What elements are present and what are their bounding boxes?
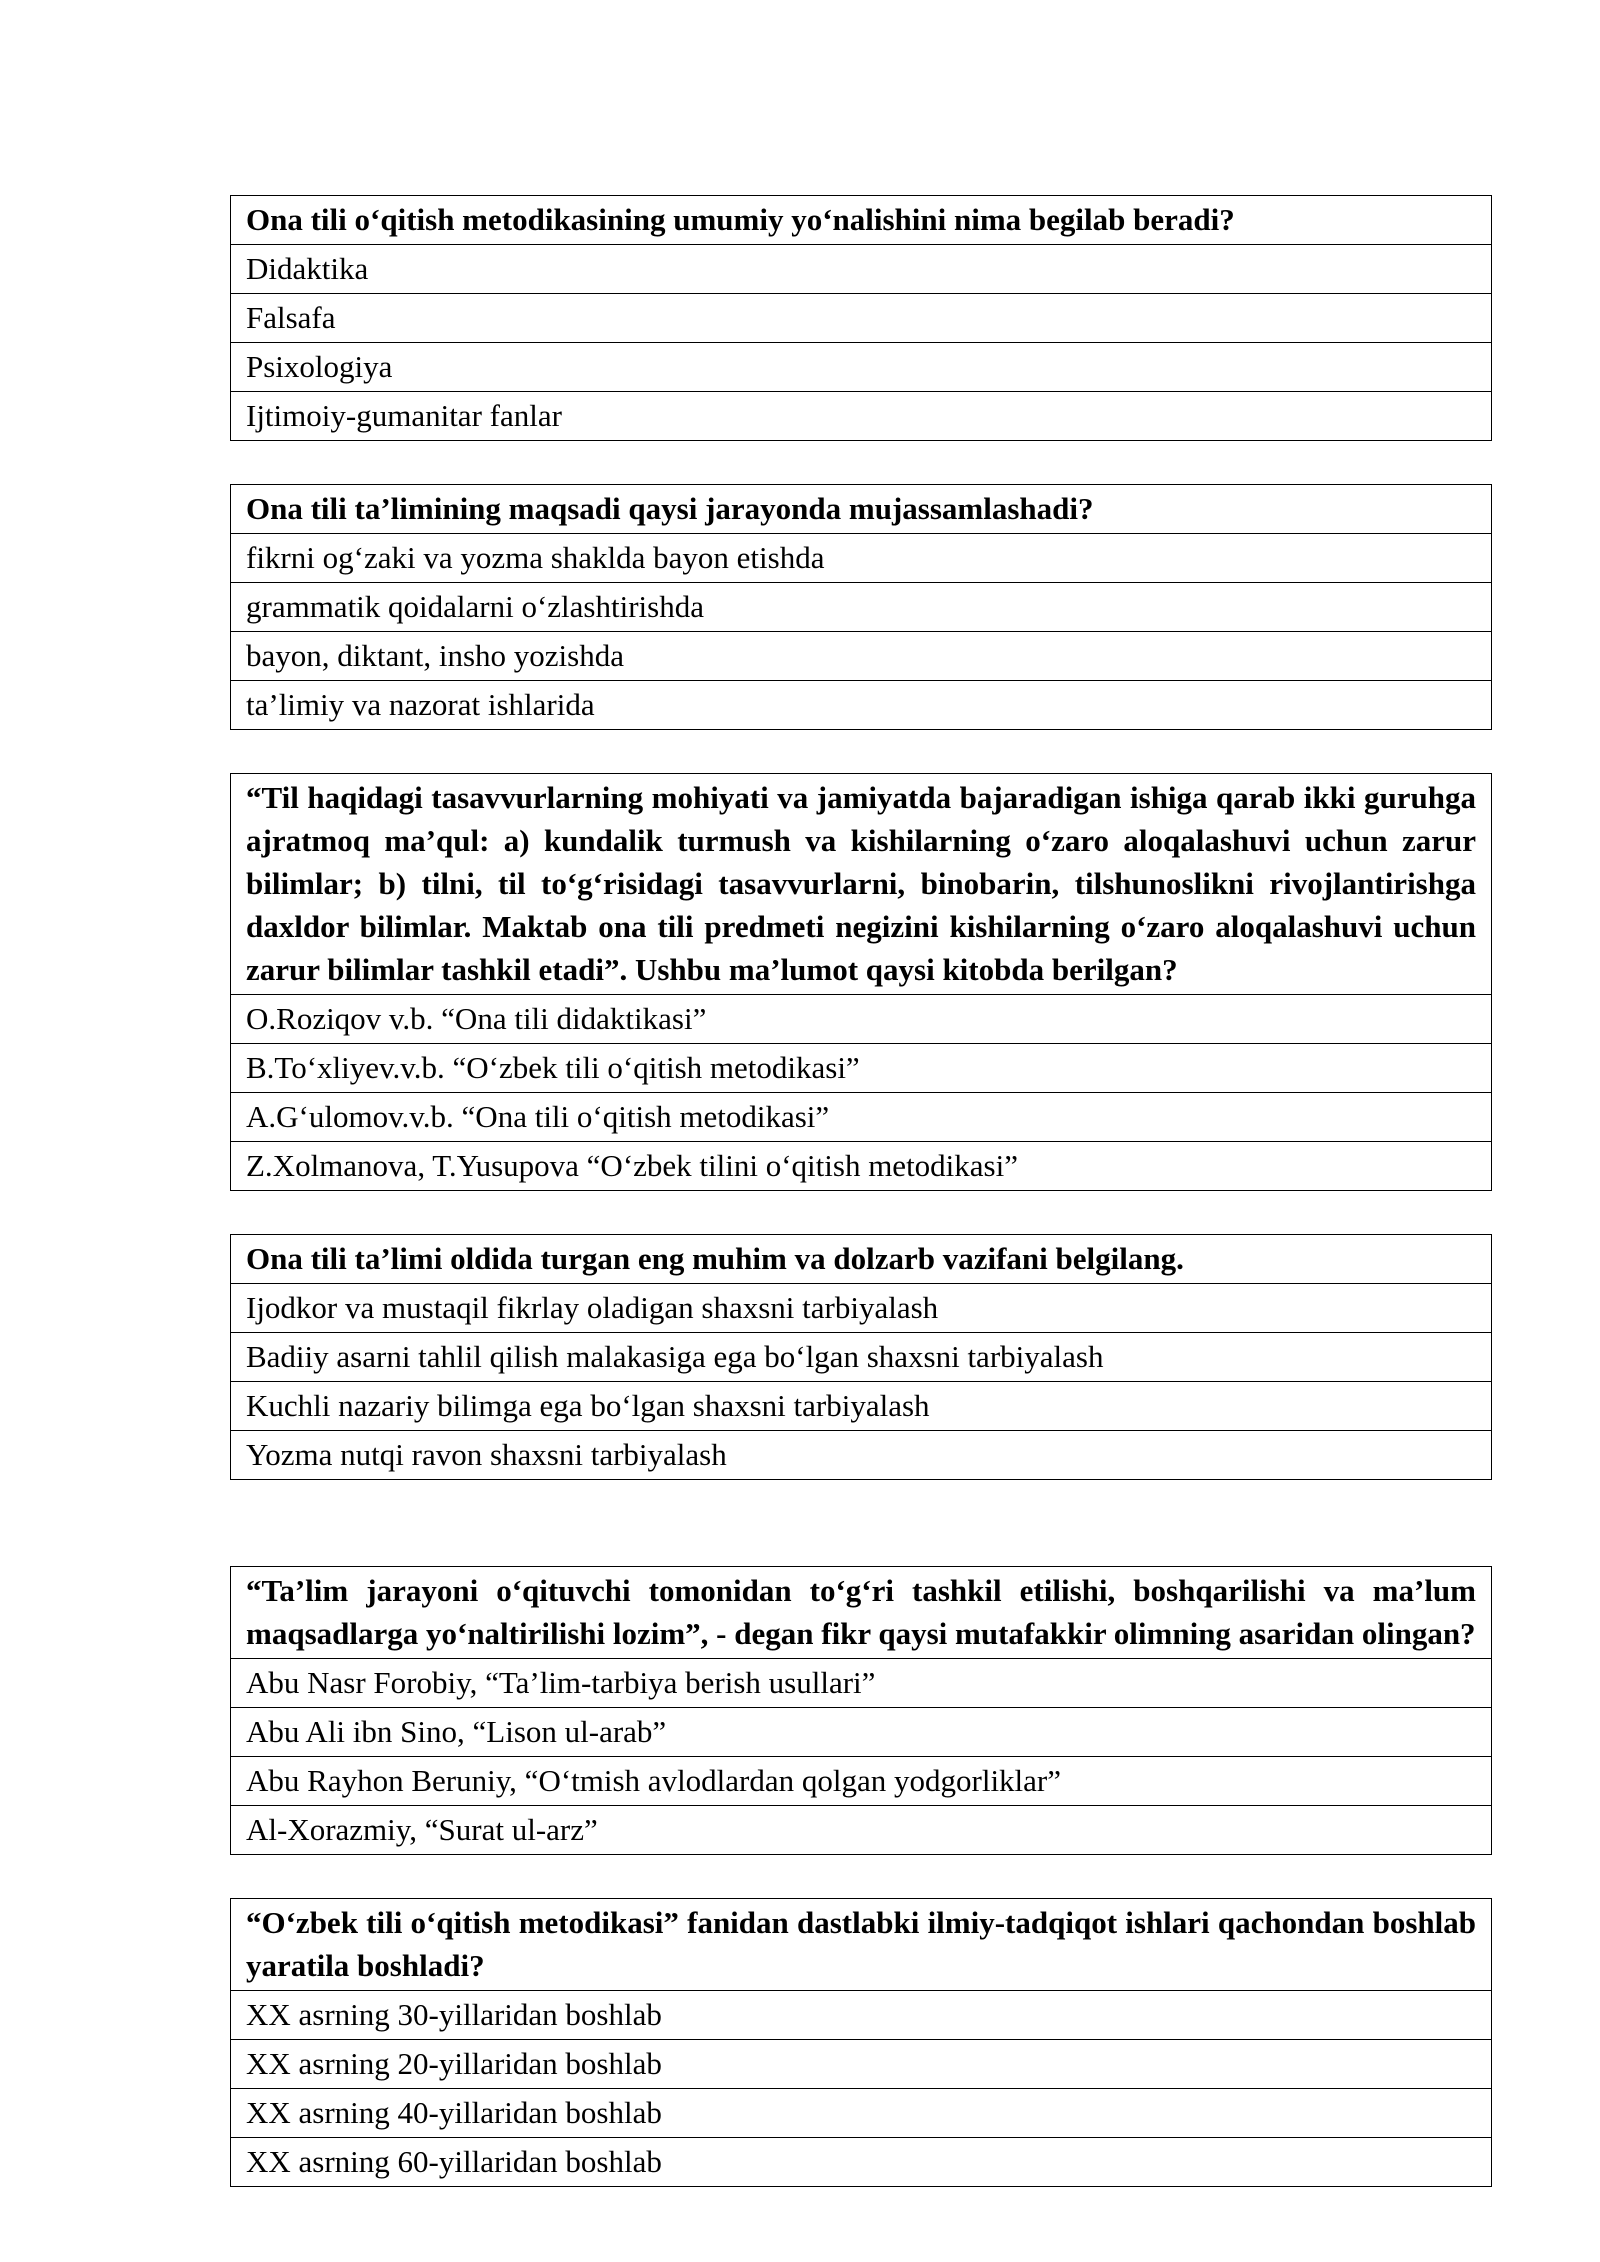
answer-option: Z.Xolmanova, T.Yusupova “O‘zbek tilini o‘qitish metodikasi” [231,1142,1492,1191]
question-block-6 [230,1898,1492,2187]
answer-option: Ijtimoiy-gumanitar fanlar [231,392,1492,441]
answer-option: Abu Ali ibn Sino, “Lison ul-arab” [231,1708,1492,1757]
question-text: Ona tili ta’limining maqsadi qaysi jarayonda mujassamlashadi? [231,485,1492,534]
answer-option: Psixologiya [231,343,1492,392]
answer-option: Badiiy asarni tahlil qilish malakasiga ega bo‘lgan shaxsni tarbiyalash [231,1333,1492,1382]
answer-option: ta’limiy va nazorat ishlarida [231,681,1492,730]
question-text: “Til haqidagi tasavvurlarning mohiyati va jamiyatda bajaradigan ishiga qarab ikki guruhga ajratmoq ma’qul: a) kundalik turmush va kishilarning o‘zaro aloqalashuvi uchun zarur bilimlar; b) tilni, til to‘g‘risidagi tasavvurlarni, binobarin, tilshunoslikni rivojlantirishga daxldor bilimlar. Maktab ona tili predmeti negizini kishilarning o‘zaro aloqalashuvi uchun zarur bilimlar tashkil etadi”. Ushbu ma’lumot qaysi kitobda berilgan? [231,774,1492,995]
block-spacer [230,1480,1492,1566]
answer-option: XX asrning 40-yillaridan boshlab [231,2089,1492,2138]
question-block-4 [230,1234,1492,1480]
document-page [230,195,1492,2187]
answer-option: XX asrning 60-yillaridan boshlab [231,2138,1492,2187]
answer-option: Yozma nutqi ravon shaxsni tarbiyalash [231,1431,1492,1480]
answer-option: Al-Xorazmiy, “Surat ul-arz” [231,1806,1492,1855]
answer-option: fikrni og‘zaki va yozma shaklda bayon etishda [231,534,1492,583]
answer-option: Abu Rayhon Beruniy, “O‘tmish avlodlardan qolgan yodgorliklar” [231,1757,1492,1806]
question-block-5 [230,1566,1492,1855]
answer-option: grammatik qoidalarni o‘zlashtirishda [231,583,1492,632]
question-block-3 [230,773,1492,1191]
answer-option: bayon, diktant, insho yozishda [231,632,1492,681]
answer-option: A.G‘ulomov.v.b. “Ona tili o‘qitish metodikasi” [231,1093,1492,1142]
block-spacer [230,1855,1492,1898]
answer-option: XX asrning 20-yillaridan boshlab [231,2040,1492,2089]
block-spacer [230,441,1492,484]
answer-option: Falsafa [231,294,1492,343]
block-spacer [230,1191,1492,1234]
question-block-1 [230,195,1492,441]
answer-option: B.To‘xliyev.v.b. “O‘zbek tili o‘qitish metodikasi” [231,1044,1492,1093]
block-spacer [230,730,1492,773]
answer-option: Kuchli nazariy bilimga ega bo‘lgan shaxsni tarbiyalash [231,1382,1492,1431]
question-text: Ona tili o‘qitish metodikasining umumiy yo‘nalishini nima begilab beradi? [231,196,1492,245]
question-text: “Ta’lim jarayoni o‘qituvchi tomonidan to‘g‘ri tashkil etilishi, boshqarilishi va ma’lum maqsadlarga yo‘naltirilishi lozim”, - degan fikr qaysi mutafakkir olimning asaridan olingan? [231,1567,1492,1659]
answer-option: XX asrning 30-yillaridan boshlab [231,1991,1492,2040]
question-text: “O‘zbek tili o‘qitish metodikasi” fanidan dastlabki ilmiy-tadqiqot ishlari qachondan boshlab yaratila boshladi? [231,1899,1492,1991]
question-block-2 [230,484,1492,730]
question-text: Ona tili ta’limi oldida turgan eng muhim va dolzarb vazifani belgilang. [231,1235,1492,1284]
answer-option: Abu Nasr Forobiy, “Ta’lim-tarbiya berish usullari” [231,1659,1492,1708]
answer-option: Ijodkor va mustaqil fikrlay oladigan shaxsni tarbiyalash [231,1284,1492,1333]
answer-option: O.Roziqov v.b. “Ona tili didaktikasi” [231,995,1492,1044]
answer-option: Didaktika [231,245,1492,294]
